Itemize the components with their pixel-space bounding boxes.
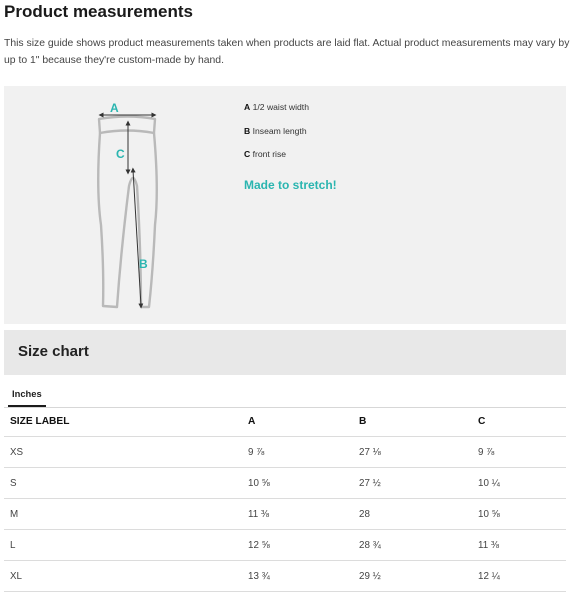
- measurement-c-cell: 10 ⅝: [472, 499, 566, 530]
- column-header-a: A: [242, 406, 353, 437]
- measurement-c-cell: 9 ⅞: [472, 437, 566, 468]
- size-label-cell: XS: [4, 437, 242, 468]
- column-header-c: C: [472, 406, 566, 437]
- column-header-size-label: SIZE LABEL: [4, 406, 242, 437]
- tab-inches[interactable]: Inches: [8, 388, 46, 407]
- size-table: [4, 406, 566, 592]
- size-chart-title: Size chart: [18, 343, 89, 360]
- measurement-c-cell: 10 ¼: [472, 468, 566, 499]
- legend-item-a: A 1/2 waist width: [244, 102, 309, 112]
- size-chart-header: [4, 330, 566, 375]
- measurement-diagram-panel: [4, 86, 566, 324]
- measurement-a-cell: 13 ¾: [242, 561, 353, 592]
- table-row: [4, 561, 566, 592]
- measurement-c-cell: 11 ⅜: [472, 530, 566, 561]
- table-row: [4, 437, 566, 468]
- measurement-a-cell: 11 ⅜: [242, 499, 353, 530]
- measurement-a-cell: 10 ⅝: [242, 468, 353, 499]
- size-label-cell: M: [4, 499, 242, 530]
- marker-b: B: [139, 257, 148, 271]
- size-label-cell: S: [4, 468, 242, 499]
- measurement-legend: [244, 102, 309, 173]
- marker-c: C: [116, 147, 125, 161]
- size-label-cell: XL: [4, 561, 242, 592]
- legend-item-b: B Inseam length: [244, 125, 307, 136]
- measurement-b-cell: 27 ⅛: [353, 437, 472, 468]
- legend-item-c: C front rise: [244, 149, 287, 159]
- table-row: [4, 499, 566, 530]
- measurement-a-cell: 9 ⅞: [242, 437, 353, 468]
- marker-a: A: [110, 101, 119, 115]
- page-title: Product measurements: [4, 2, 193, 21]
- leggings-diagram: [88, 100, 178, 316]
- column-header-b: B: [353, 406, 472, 437]
- stretch-note: Made to stretch!: [244, 178, 337, 192]
- table-row: [4, 468, 566, 499]
- measurement-c-cell: 12 ¼: [472, 561, 566, 592]
- measurement-a-cell: 12 ⅝: [242, 530, 353, 561]
- intro-text: This size guide shows product measurements taken when products are laid flat. Actual product measurements may vary by up to 1" because they're custom-made by hand.: [4, 38, 570, 66]
- unit-tabs: [4, 384, 566, 408]
- measurement-b-cell: 28 ¾: [353, 530, 472, 561]
- table-header-row: [4, 406, 566, 437]
- table-row: [4, 530, 566, 561]
- measurement-b-cell: 29 ½: [353, 561, 472, 592]
- measurement-b-cell: 27 ½: [353, 468, 472, 499]
- measurement-b-cell: 28: [353, 499, 472, 530]
- size-label-cell: L: [4, 530, 242, 561]
